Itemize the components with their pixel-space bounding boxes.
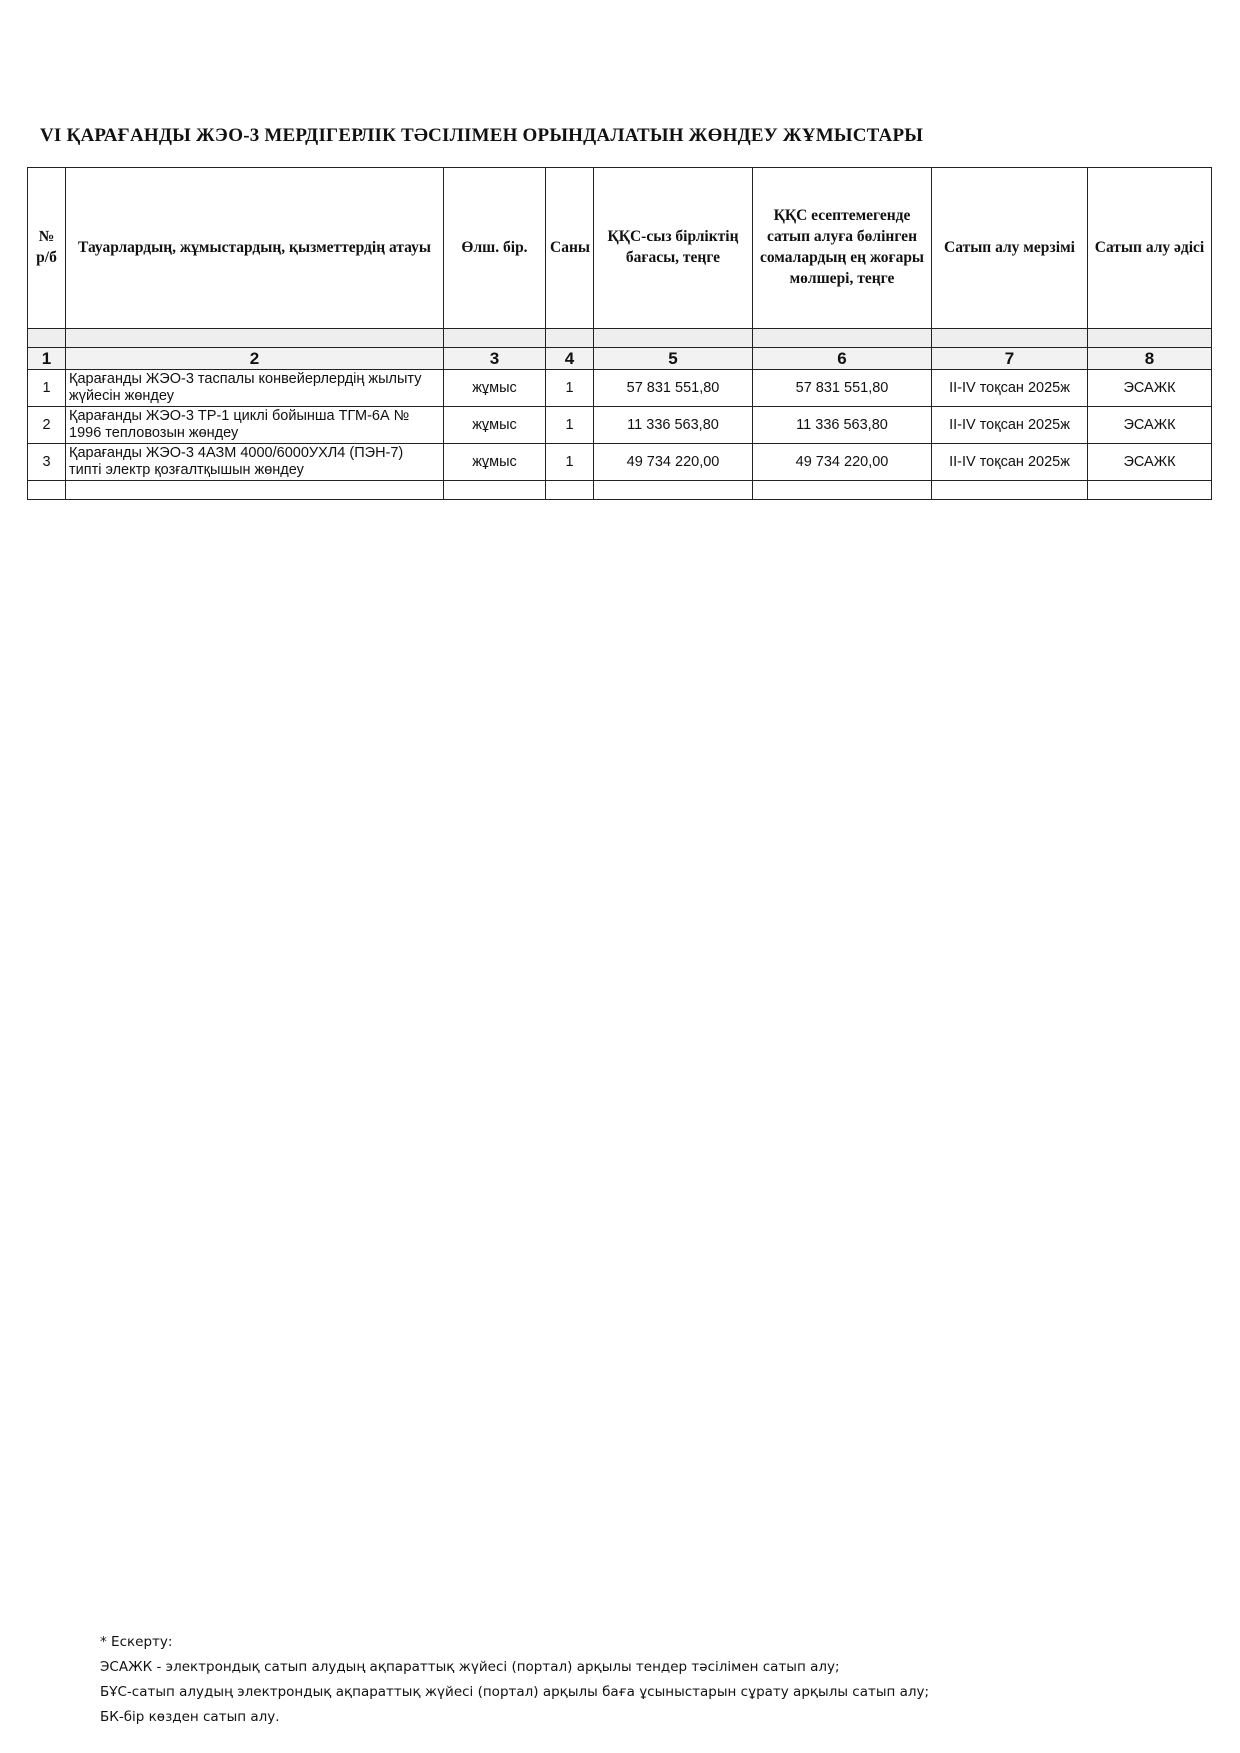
column-number: 6 — [753, 348, 932, 370]
procurement-method: ЭСАЖК — [1088, 407, 1212, 444]
header-cell: ҚҚС-сыз бірліктің бағасы, теңге — [594, 168, 753, 329]
column-number: 8 — [1088, 348, 1212, 370]
quantity: 1 — [546, 407, 594, 444]
footnote — [100, 1630, 929, 1730]
header-cell: Саны — [546, 168, 594, 329]
row-number: 1 — [28, 370, 66, 407]
procurement-table — [27, 167, 1212, 500]
unit: жұмыс — [444, 407, 546, 444]
footnote-heading: * Ескерту: — [100, 1634, 173, 1650]
total-amount: 11 336 563,80 — [753, 407, 932, 444]
header-cell: Өлш. бір. — [444, 168, 546, 329]
table-header-row — [28, 168, 1212, 329]
item-name: Қарағанды ЖЭО-3 ТР-1 циклі бойынша ТГМ-6А № 1996 тепловозын жөндеу — [66, 407, 444, 444]
unit: жұмыс — [444, 444, 546, 481]
table-empty-row — [28, 481, 1212, 500]
table-row — [28, 444, 1212, 481]
quantity: 1 — [546, 370, 594, 407]
item-name: Қарағанды ЖЭО-3 4АЗМ 4000/6000УХЛ4 (ПЭН-7) типті электр қозғалтқышын жөндеу — [66, 444, 444, 481]
procurement-period: II-IV тоқсан 2025ж — [932, 407, 1088, 444]
unit-price: 49 734 220,00 — [594, 444, 753, 481]
column-number: 4 — [546, 348, 594, 370]
procurement-method: ЭСАЖК — [1088, 370, 1212, 407]
procurement-method: ЭСАЖК — [1088, 444, 1212, 481]
item-name: Қарағанды ЖЭО-3 таспалы конвейерлердің жылыту жүйесін жөндеу — [66, 370, 444, 407]
header-cell: Сатып алу әдісі — [1088, 168, 1212, 329]
column-number: 1 — [28, 348, 66, 370]
footnote-line: БК-бір көзден сатып алу. — [100, 1709, 280, 1725]
table-row — [28, 370, 1212, 407]
total-amount: 49 734 220,00 — [753, 444, 932, 481]
table-spacer-row — [28, 329, 1212, 348]
column-number: 3 — [444, 348, 546, 370]
footnote-line: ЭСАЖК - электрондық сатып алудың ақпараттық жүйесі (портал) арқылы тендер тәсілімен сатып алу; — [100, 1659, 840, 1675]
column-number: 5 — [594, 348, 753, 370]
page-title: VI ҚАРАҒАНДЫ ЖЭО-3 МЕРДІГЕРЛІК ТӘСІЛІМЕН ОРЫНДАЛАТЫН ЖӨНДЕУ ЖҰМЫСТАРЫ — [40, 125, 924, 146]
procurement-period: II-IV тоқсан 2025ж — [932, 444, 1088, 481]
header-cell: Сатып алу мерзімі — [932, 168, 1088, 329]
unit-price: 11 336 563,80 — [594, 407, 753, 444]
header-cell: ҚҚС есептемегенде сатып алуға бөлінген сомалардың ең жоғары мөлшері, теңге — [753, 168, 932, 329]
total-amount: 57 831 551,80 — [753, 370, 932, 407]
column-number: 7 — [932, 348, 1088, 370]
procurement-period: II-IV тоқсан 2025ж — [932, 370, 1088, 407]
header-cell: Тауарлардың, жұмыстардың, қызметтердің атауы — [66, 168, 444, 329]
row-number: 2 — [28, 407, 66, 444]
column-number: 2 — [66, 348, 444, 370]
column-number-row — [28, 348, 1212, 370]
row-number: 3 — [28, 444, 66, 481]
table-row — [28, 407, 1212, 444]
footnote-line: БҰС-сатып алудың электрондық ақпараттық жүйесі (портал) арқылы баға ұсыныстарын сұрату арқылы сатып алу; — [100, 1684, 930, 1700]
unit: жұмыс — [444, 370, 546, 407]
header-cell: № р/б — [28, 168, 66, 329]
quantity: 1 — [546, 444, 594, 481]
unit-price: 57 831 551,80 — [594, 370, 753, 407]
